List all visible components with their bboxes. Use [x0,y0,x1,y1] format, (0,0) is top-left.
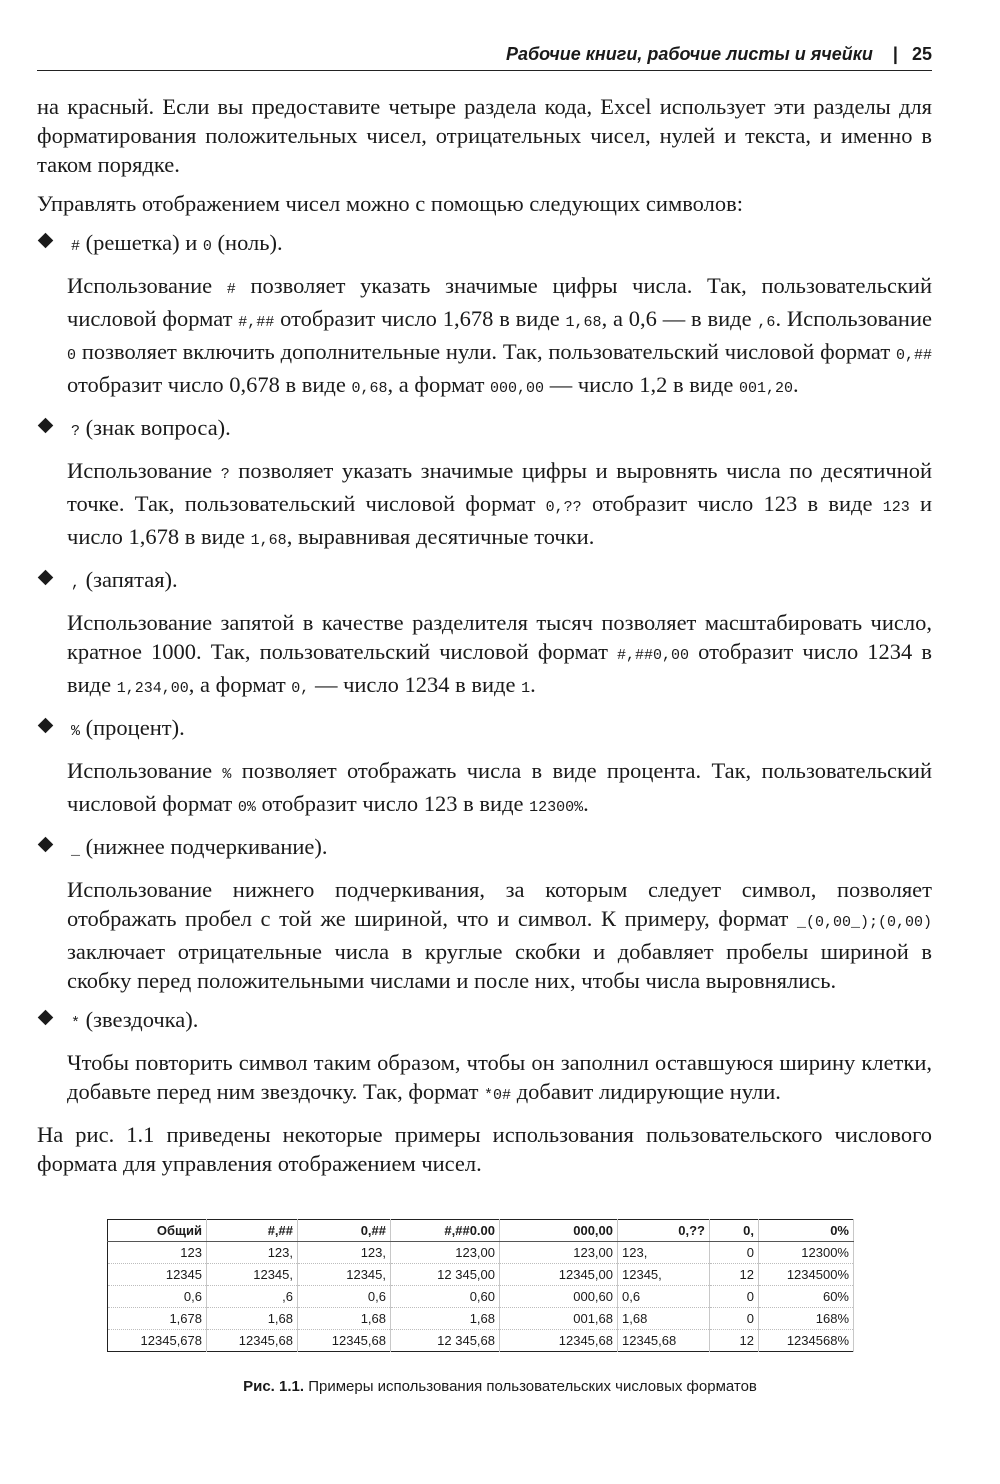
bullet-description [67,875,932,995]
table-cell: 12345,68 [500,1330,618,1352]
figure-caption [0,1378,1000,1395]
table-cell: 12345, [207,1264,298,1286]
inline-code: # [226,281,236,298]
table-cell: 12 [710,1264,759,1286]
table-cell: 000,60 [500,1286,618,1308]
inline-code: #,##0,00 [617,647,690,664]
table-row [108,1264,854,1286]
description-text: Использование [67,458,221,483]
inline-code: 1,234,00 [116,680,189,697]
inline-code: #,## [238,314,275,331]
table-cell: 1,68 [618,1308,710,1330]
bullet-title-text: (процент). [80,715,185,740]
column-header: #,##0.00 [391,1220,500,1242]
table-cell: 1,68 [207,1308,298,1330]
inline-code: ,6 [757,314,776,331]
bullet-description [67,456,932,555]
code-symbol: ? [71,423,81,440]
bullet-item [37,228,932,261]
table-row [108,1308,854,1330]
column-header: 0,?? [618,1220,710,1242]
inline-code: 1 [521,680,531,697]
table-cell: 12345, [618,1264,710,1286]
diamond-bullet-icon [38,1010,54,1026]
bullet-title [71,832,328,865]
format-examples-table [107,1219,854,1352]
description-text: , а 0,6 — в виде [601,306,758,331]
description-text: — число 1,2 в виде [544,372,739,397]
bullet-title-text: (нижнее подчеркивание). [80,834,328,859]
description-text: отобразит число 123 в виде [581,491,883,516]
table-cell: 12345,00 [500,1264,618,1286]
table-cell: 123, [618,1242,710,1264]
page-number: 25 [911,44,932,64]
description-text: и число 1,678 в виде [67,491,932,549]
inline-code: 123 [882,499,910,516]
column-header: 000,00 [500,1220,618,1242]
description-text: позволяет указать значимые цифры числа. Так, пользовательский числовой формат [67,273,932,331]
table-cell: 123 [108,1242,207,1264]
inline-code: 0% [237,799,256,816]
description-text: , выравнивая десятичные точки. [286,524,595,549]
column-header: Общий [108,1220,207,1242]
table-row [108,1330,854,1352]
table-row [108,1242,854,1264]
code-symbol: _ [71,842,81,859]
header-separator: | [892,44,898,64]
table-cell: 0,6 [618,1286,710,1308]
table-cell: 12 [710,1330,759,1352]
inline-code: *0# [484,1087,512,1104]
inline-code: 1,68 [565,314,602,331]
diamond-bullet-icon [38,718,54,734]
table-cell: 0 [710,1286,759,1308]
table-cell: 12 345,00 [391,1264,500,1286]
inline-code: 12300% [529,799,584,816]
description-text: отобразит число 1,678 в виде [274,306,566,331]
outro-paragraph: На рис. 1.1 приведены некоторые примеры использования пользовательского числового формата для управления отображением чисел. [37,1122,932,1176]
inline-code: 0,?? [545,499,582,516]
table-cell: 12300% [759,1242,854,1264]
diamond-bullet-icon [38,233,54,249]
column-header: 0% [759,1220,854,1242]
code-symbol: % [71,723,81,740]
table-cell: 1,68 [298,1308,391,1330]
inline-code: 0,## [895,347,932,364]
description-text: отобразит число 1234 в виде [67,639,932,697]
bullet-item [37,832,932,865]
running-header-inner [506,44,932,65]
description-text: заключает отрицательные числа в круглые скобки и добавляет пробелы шириной в скобку перед положительными числами и после них, чтобы числа выровнялись. [67,939,932,993]
code-symbol: , [71,575,81,592]
bullet-description [67,271,932,403]
description-text: Использование [67,273,227,298]
symbol-list [37,228,932,1110]
description-text: Чтобы повторить символ таким образом, чтобы он заполнил оставшуюся ширину клетки, добавьте перед ним звездочку. Так, формат [67,1050,932,1104]
bullet-title [71,1005,198,1038]
bullet-item [37,413,932,446]
description-text: позволяет указать значимые цифры и выровнять числа по десятичной точке. Так, пользовательский числовой формат [67,458,933,516]
table-header-row [108,1220,854,1242]
description-text: добавит лидирующие нули. [511,1079,781,1104]
description-text: . [583,791,589,816]
table-cell: 168% [759,1308,854,1330]
intro-paragraph: на красный. Если вы предоставите четыре раздела кода, Excel использует эти разделы для форматирования положительных чисел, отрицательных чисел, нулей и текста, и именно в таком порядке. [37,94,932,177]
description-text: — число 1234 в виде [309,672,522,697]
table-cell: 1234500% [759,1264,854,1286]
table-cell: 0,6 [108,1286,207,1308]
bullet-title-text: (ноль). [211,230,283,255]
table-cell: 0,6 [298,1286,391,1308]
description-text: отобразит число 123 в виде [255,791,530,816]
table-cell: 1234568% [759,1330,854,1352]
bullet-title [71,228,283,261]
lead-paragraph: Управлять отображением чисел можно с помощью следующих символов: [37,191,743,216]
description-text: , а формат [188,672,292,697]
table-cell: 12345, [298,1264,391,1286]
diamond-bullet-icon [38,418,54,434]
description-text: . [793,372,799,397]
chapter-title: Рабочие книги, рабочие листы и ячейки [506,44,873,64]
column-header: 0,## [298,1220,391,1242]
description-text: . Использование [775,306,932,331]
bullet-title [71,713,185,746]
bullet-title-text: (решетка) и [80,230,203,255]
bullet-item [37,713,932,746]
table-cell: 123, [207,1242,298,1264]
inline-code: 0, [291,680,310,697]
table-cell: 12345,68 [618,1330,710,1352]
description-text: , а формат [387,372,491,397]
diamond-bullet-icon [38,837,54,853]
bullet-description [67,1048,932,1110]
inline-code: 0,68 [351,380,388,397]
description-text: Использование [67,758,223,783]
table-cell: 1,678 [108,1308,207,1330]
code-symbol: * [71,1015,81,1032]
figure-table [107,1219,854,1352]
caption-text: Примеры использования пользовательских числовых форматов [304,1378,757,1395]
table-cell: 001,68 [500,1308,618,1330]
caption-label: Рис. 1.1. [243,1378,305,1395]
bullet-title-text: (знак вопроса). [80,415,231,440]
table-cell: 12345,68 [298,1330,391,1352]
bullet-title-text: (звездочка). [80,1007,199,1032]
table-cell: ,6 [207,1286,298,1308]
description-text: отобразит число 0,678 в виде [67,372,352,397]
table-row [108,1286,854,1308]
table-cell: 12 345,68 [391,1330,500,1352]
bullet-item [37,1005,932,1038]
table-cell: 60% [759,1286,854,1308]
bullet-item [37,565,932,598]
description-text: Использование запятой в качестве разделителя тысяч позволяет масштабировать число, кратное 1000. Так, пользовательский числовой формат [67,610,932,664]
table-cell: 0 [710,1242,759,1264]
inline-code: 1,68 [250,532,287,549]
bullet-title [71,565,178,598]
inline-code: % [222,766,232,783]
table-cell: 123,00 [500,1242,618,1264]
table-cell: 12345,68 [207,1330,298,1352]
inline-code: 000,00 [490,380,545,397]
inline-code: ? [220,466,230,483]
description-text: Использование нижнего подчеркивания, за которым следует символ, позволяет отображать пробел с той же шириной, что и символ. К примеру, формат [67,877,932,931]
table-body [108,1242,854,1352]
inline-code: 001,20 [738,380,793,397]
table-cell: 12345 [108,1264,207,1286]
table-cell: 123, [298,1242,391,1264]
description-text: позволяет отображать числа в виде процента. Так, пользовательский числовой формат [67,758,932,816]
inline-code: _(0,00_);(0,00) [796,914,932,931]
bullet-description [67,608,932,703]
diamond-bullet-icon [38,570,54,586]
bullet-title [71,413,231,446]
bullet-description [67,756,932,822]
table-cell: 0 [710,1308,759,1330]
table-cell: 12345,678 [108,1330,207,1352]
code-symbol: 0 [202,238,212,255]
column-header: #,## [207,1220,298,1242]
main-content [37,92,932,1188]
code-symbol: # [71,238,81,255]
description-text: позволяет включить дополнительные нули. Так, пользовательский числовой формат [76,339,896,364]
table-cell: 123,00 [391,1242,500,1264]
table-cell: 1,68 [391,1308,500,1330]
inline-code: 0 [67,347,77,364]
bullet-title-text: (запятая). [80,567,178,592]
running-header [37,42,932,71]
description-text: . [530,672,536,697]
table-cell: 0,60 [391,1286,500,1308]
column-header: 0, [710,1220,759,1242]
